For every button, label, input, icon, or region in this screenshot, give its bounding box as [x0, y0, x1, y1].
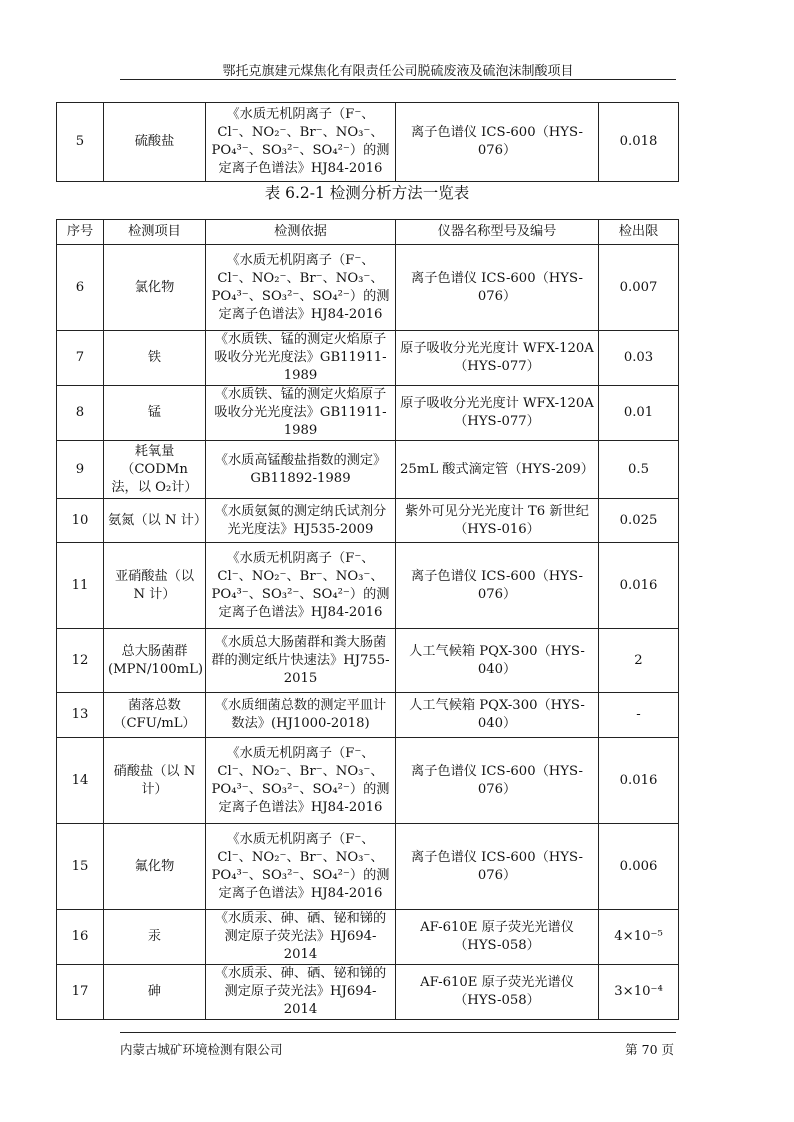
detection-limit: 0.016 — [599, 543, 679, 629]
table-row — [57, 965, 679, 1020]
table-header-row — [57, 220, 679, 245]
table-row — [57, 499, 679, 543]
footer-page-number: 第 70 页 — [625, 1042, 674, 1057]
detection-limit: 0.016 — [599, 738, 679, 824]
table-row — [57, 824, 679, 910]
instrument: AF-610E 原子荧光光谱仪（HYS-058） — [396, 965, 599, 1020]
method-table — [56, 219, 679, 1020]
column-header: 检出限 — [599, 220, 679, 245]
detection-limit: - — [599, 693, 679, 738]
table-caption: 表 6.2-1 检测分析方法一览表 — [264, 184, 470, 202]
instrument: 原子吸收分光光度计 WFX-120A（HYS-077） — [396, 331, 599, 386]
test-basis: 《水质无机阴离子（F⁻、Cl⁻、NO₂⁻、Br⁻、NO₃⁻、PO₄³⁻、SO₃²⁻、SO₄²⁻）的测定离子色谱法》HJ84-2016 — [206, 738, 396, 824]
instrument: 离子色谱仪 ICS-600（HYS-076） — [396, 824, 599, 910]
test-basis: 《水质无机阴离子（F⁻、Cl⁻、NO₂⁻、Br⁻、NO₃⁻、PO₄³⁻、SO₃²⁻、SO₄²⁻）的测定离子色谱法》HJ84-2016 — [206, 103, 396, 182]
table-row — [57, 331, 679, 386]
page-header-title: 鄂托克旗建元煤焦化有限责任公司脱硫废液及硫泡沫制酸项目 — [222, 64, 574, 79]
column-header: 序号 — [57, 220, 104, 245]
instrument: 人工气候箱 PQX-300（HYS-040） — [396, 629, 599, 693]
column-header: 检测项目 — [104, 220, 206, 245]
detection-limit: 3×10⁻⁴ — [599, 965, 679, 1020]
row-number: 12 — [57, 629, 104, 693]
detection-limit: 0.5 — [599, 441, 679, 499]
test-item: 锰 — [104, 386, 206, 441]
detection-limit: 4×10⁻⁵ — [599, 910, 679, 965]
row-number: 8 — [57, 386, 104, 441]
instrument: 离子色谱仪 ICS-600（HYS-076） — [396, 103, 599, 182]
test-item: 氯化物 — [104, 245, 206, 331]
instrument: AF-610E 原子荧光光谱仪（HYS-058） — [396, 910, 599, 965]
test-basis: 《水质铁、锰的测定火焰原子吸收分光光度法》GB11911-1989 — [206, 386, 396, 441]
row-number: 14 — [57, 738, 104, 824]
row-number: 6 — [57, 245, 104, 331]
test-basis: 《水质总大肠菌群和粪大肠菌群的测定纸片快速法》HJ755-2015 — [206, 629, 396, 693]
detection-limit: 0.018 — [599, 103, 679, 182]
row-number: 7 — [57, 331, 104, 386]
detection-limit: 0.006 — [599, 824, 679, 910]
header-rule — [120, 79, 676, 80]
test-basis: 《水质铁、锰的测定火焰原子吸收分光光度法》GB11911-1989 — [206, 331, 396, 386]
instrument: 原子吸收分光光度计 WFX-120A（HYS-077） — [396, 386, 599, 441]
test-item: 砷 — [104, 965, 206, 1020]
table-row — [57, 738, 679, 824]
table-row — [57, 441, 679, 499]
row-number: 9 — [57, 441, 104, 499]
table-row — [57, 910, 679, 965]
table-row — [57, 386, 679, 441]
test-basis: 《水质氨氮的测定纳氏试剂分光光度法》HJ535-2009 — [206, 499, 396, 543]
detection-limit: 0.01 — [599, 386, 679, 441]
test-basis: 《水质汞、砷、硒、铋和锑的测定原子荧光法》HJ694-2014 — [206, 910, 396, 965]
test-basis: 《水质无机阴离子（F⁻、Cl⁻、NO₂⁻、Br⁻、NO₃⁻、PO₄³⁻、SO₃²⁻、SO₄²⁻）的测定离子色谱法》HJ84-2016 — [206, 824, 396, 910]
footer-rule — [120, 1032, 676, 1033]
instrument: 离子色谱仪 ICS-600（HYS-076） — [396, 245, 599, 331]
instrument: 离子色谱仪 ICS-600（HYS-076） — [396, 543, 599, 629]
row-number: 13 — [57, 693, 104, 738]
instrument: 离子色谱仪 ICS-600（HYS-076） — [396, 738, 599, 824]
test-basis: 《水质细菌总数的测定平皿计数法》(HJ1000-2018) — [206, 693, 396, 738]
row-number: 11 — [57, 543, 104, 629]
test-item: 总大肠菌群 (MPN/100mL) — [104, 629, 206, 693]
table-row — [57, 245, 679, 331]
test-basis: 《水质汞、砷、硒、铋和锑的测定原子荧光法》HJ694-2014 — [206, 965, 396, 1020]
test-item: 铁 — [104, 331, 206, 386]
test-item: 氨氮（以 N 计） — [104, 499, 206, 543]
instrument: 人工气候箱 PQX-300（HYS-040） — [396, 693, 599, 738]
column-header: 仪器名称型号及编号 — [396, 220, 599, 245]
test-basis: 《水质无机阴离子（F⁻、Cl⁻、NO₂⁻、Br⁻、NO₃⁻、PO₄³⁻、SO₃²⁻、SO₄²⁻）的测定离子色谱法》HJ84-2016 — [206, 543, 396, 629]
test-item: 菌落总数（CFU/mL） — [104, 693, 206, 738]
table-row — [57, 629, 679, 693]
detection-limit: 0.025 — [599, 499, 679, 543]
continued-table — [56, 102, 679, 182]
row-number: 5 — [57, 103, 104, 182]
instrument: 25mL 酸式滴定管（HYS-209） — [396, 441, 599, 499]
test-item: 硝酸盐（以 N 计） — [104, 738, 206, 824]
table-row — [57, 543, 679, 629]
row-number: 17 — [57, 965, 104, 1020]
instrument: 紫外可见分光光度计 T6 新世纪（HYS-016） — [396, 499, 599, 543]
test-item: 汞 — [104, 910, 206, 965]
detection-limit: 2 — [599, 629, 679, 693]
test-basis: 《水质无机阴离子（F⁻、Cl⁻、NO₂⁻、Br⁻、NO₃⁻、PO₄³⁻、SO₃²⁻、SO₄²⁻）的测定离子色谱法》HJ84-2016 — [206, 245, 396, 331]
test-basis: 《水质高锰酸盐指数的测定》GB11892-1989 — [206, 441, 396, 499]
detection-limit: 0.007 — [599, 245, 679, 331]
table-row — [57, 103, 679, 182]
test-item: 耗氧量（CODMn法，以 O₂计） — [104, 441, 206, 499]
row-number: 10 — [57, 499, 104, 543]
column-header: 检测依据 — [206, 220, 396, 245]
detection-limit: 0.03 — [599, 331, 679, 386]
test-item: 硫酸盐 — [104, 103, 206, 182]
test-item: 亚硝酸盐（以 N 计） — [104, 543, 206, 629]
row-number: 16 — [57, 910, 104, 965]
test-item: 氟化物 — [104, 824, 206, 910]
footer-company: 内蒙古城矿环境检测有限公司 — [120, 1042, 283, 1057]
table-row — [57, 693, 679, 738]
row-number: 15 — [57, 824, 104, 910]
